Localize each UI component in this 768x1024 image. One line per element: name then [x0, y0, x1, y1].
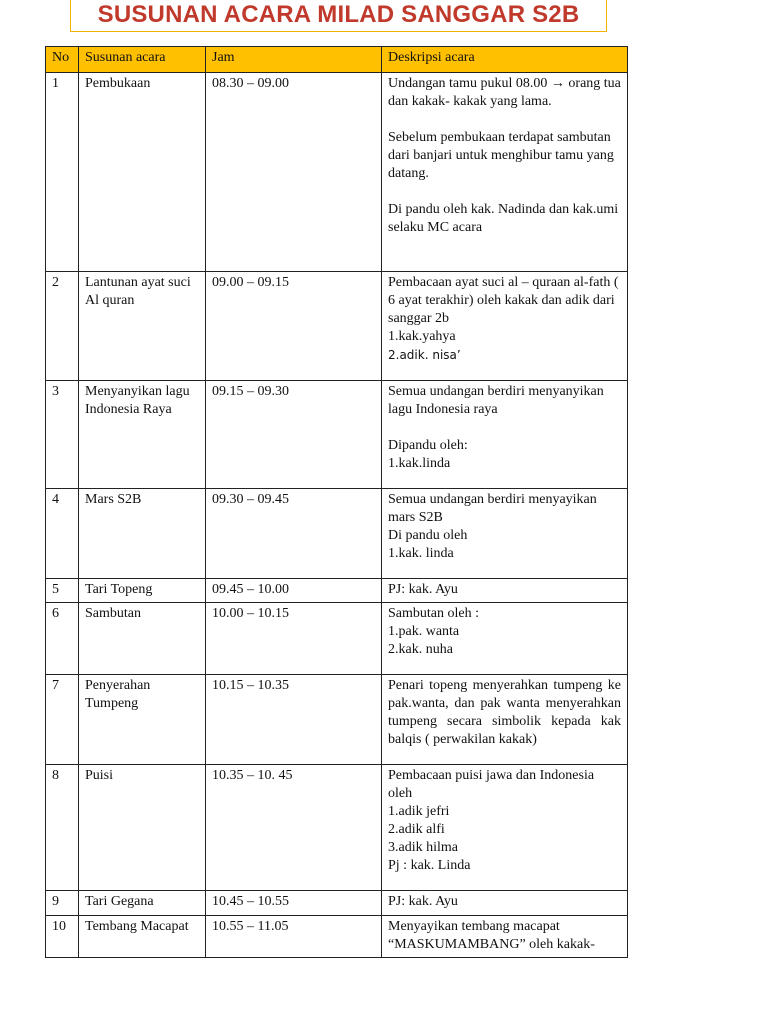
cell-susunan: Penyerahan Tumpeng [79, 675, 206, 765]
desc-text: Pembacaan ayat suci al – quraan al-fath ( 6 ayat terakhir) oleh kakak dan adik dari sanggar 2b [388, 275, 619, 326]
table-row [46, 603, 628, 675]
table-row [46, 381, 628, 489]
title-box [70, 0, 607, 32]
cell-no: 9 [46, 891, 79, 916]
desc-spacer [388, 111, 621, 129]
cell-no: 1 [46, 73, 79, 272]
cell-jam: 10.35 – 10. 45 [206, 765, 382, 891]
cell-deskripsi [382, 489, 628, 579]
cell-susunan: Mars S2B [79, 489, 206, 579]
desc-text: PJ: kak. Ayu [388, 582, 458, 597]
page-title: SUSUNAN ACARA MILAD SANGGAR S2B [97, 1, 580, 28]
cell-no: 7 [46, 675, 79, 765]
table-row [46, 579, 628, 603]
desc-text: 1.kak.linda [388, 456, 451, 471]
desc-text: 2.adik alfi [388, 822, 445, 837]
desc-text: “MASKUMAMBANG” oleh kakak- [388, 937, 595, 952]
cell-jam: 09.00 – 09.15 [206, 272, 382, 381]
cell-no: 8 [46, 765, 79, 891]
cell-susunan: Menyanyikan lagu Indonesia Raya [79, 381, 206, 489]
cell-deskripsi [382, 579, 628, 603]
cell-deskripsi [382, 916, 628, 958]
desc-text: Menyayikan tembang macapat [388, 919, 560, 934]
cell-jam: 09.45 – 10.00 [206, 579, 382, 603]
cell-susunan: Puisi [79, 765, 206, 891]
table-row [46, 765, 628, 891]
cell-susunan: Tembang Macapat [79, 916, 206, 958]
cell-deskripsi [382, 73, 628, 272]
table-row [46, 489, 628, 579]
cell-no: 6 [46, 603, 79, 675]
table-row [46, 675, 628, 765]
cell-no: 4 [46, 489, 79, 579]
cell-jam: 09.15 – 09.30 [206, 381, 382, 489]
desc-spacer [388, 419, 621, 437]
cell-deskripsi [382, 381, 628, 489]
cell-susunan: Pembukaan [79, 73, 206, 272]
desc-text: 3.adik hilma [388, 840, 458, 855]
cell-deskripsi [382, 603, 628, 675]
agenda-table [45, 46, 628, 958]
desc-spacer [388, 183, 621, 201]
desc-text: PJ: kak. Ayu [388, 894, 458, 909]
cell-no: 10 [46, 916, 79, 958]
cell-susunan: Tari Gegana [79, 891, 206, 916]
cell-jam: 10.00 – 10.15 [206, 603, 382, 675]
table-row [46, 272, 628, 381]
desc-text: Penari topeng menyerahkan tumpeng ke pak.wanta, dan pak wanta menyerahkan tumpeng secara simbolik kepada kak balqis ( perwakilan kakak) [388, 678, 621, 747]
cell-jam: 10.15 – 10.35 [206, 675, 382, 765]
header-susunan: Susunan acara [79, 47, 206, 73]
desc-text: Semua undangan berdiri menyanyikan lagu Indonesia raya [388, 384, 604, 417]
cell-jam: 10.45 – 10.55 [206, 891, 382, 916]
desc-text: Pj : kak. Linda [388, 858, 471, 873]
cell-deskripsi [382, 272, 628, 381]
desc-text: Pembacaan puisi jawa dan Indonesia oleh [388, 768, 595, 801]
desc-text: Di pandu oleh kak. Nadinda dan kak.umi selaku MC acara [388, 202, 619, 235]
cell-no: 3 [46, 381, 79, 489]
cell-deskripsi [382, 675, 628, 765]
cell-deskripsi [382, 765, 628, 891]
cell-jam: 10.55 – 11.05 [206, 916, 382, 958]
cell-susunan: Sambutan [79, 603, 206, 675]
desc-text: Di pandu oleh [388, 528, 468, 543]
cell-no: 5 [46, 579, 79, 603]
desc-text: Undangan tamu pukul 08.00 → orang tua dan kakak- kakak yang lama. [388, 76, 621, 109]
header-row [46, 47, 628, 73]
header-jam: Jam [206, 47, 382, 73]
desc-text: 1.kak. linda [388, 546, 454, 561]
cell-no: 2 [46, 272, 79, 381]
header-no: No [46, 47, 79, 73]
cell-deskripsi [382, 891, 628, 916]
desc-text: Dipandu oleh: [388, 438, 468, 453]
cell-jam: 09.30 – 09.45 [206, 489, 382, 579]
desc-text: 1.kak.yahya [388, 329, 456, 344]
cell-susunan: Tari Topeng [79, 579, 206, 603]
desc-text: 1.pak. wanta [388, 624, 460, 639]
table-row [46, 73, 628, 272]
table-row [46, 916, 628, 958]
desc-text: 1.adik jefri [388, 804, 450, 819]
header-deskripsi: Deskripsi acara [382, 47, 628, 73]
desc-text: Sambutan oleh : [388, 606, 479, 621]
desc-text: Sebelum pembukaan terdapat sambutan dari banjari untuk menghibur tamu yang datang. [388, 130, 614, 181]
desc-text: 2.adik. nisa’ [388, 348, 461, 362]
desc-text: Semua undangan berdiri menyayikan mars S2B [388, 492, 597, 525]
desc-text: 2.kak. nuha [388, 642, 453, 657]
cell-susunan: Lantunan ayat suci Al quran [79, 272, 206, 381]
table-row [46, 891, 628, 916]
cell-jam: 08.30 – 09.00 [206, 73, 382, 272]
